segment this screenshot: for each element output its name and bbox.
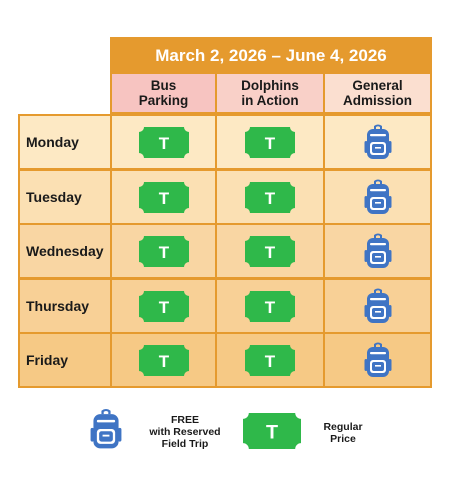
backpack-icon <box>364 341 392 379</box>
backpack-icon <box>364 287 392 325</box>
backpack-icon <box>364 232 392 270</box>
svg-text:T: T <box>158 297 169 317</box>
date-range-header: March 2, 2026 – June 4, 2026 <box>110 37 432 74</box>
day-label-tuesday: Tuesday <box>18 169 110 225</box>
day-label-monday: Monday <box>18 114 110 170</box>
svg-text:T: T <box>158 242 169 262</box>
svg-text:T: T <box>264 351 276 371</box>
day-label-thursday: Thursday <box>18 278 110 334</box>
column-header-general-admission: General Admission <box>323 74 432 114</box>
ticket-icon <box>139 291 189 322</box>
backpack-icon <box>364 123 392 161</box>
ticket-icon <box>245 236 295 267</box>
ticket-icon <box>139 236 189 267</box>
ticket-icon <box>139 127 189 158</box>
ticket-icon <box>245 127 295 158</box>
schedule-cell <box>110 332 217 388</box>
ticket-icon <box>245 345 295 376</box>
schedule-cell <box>215 278 325 334</box>
column-header-dolphins-in-action: Dolphins in Action <box>215 74 325 114</box>
svg-text:T: T <box>264 133 276 153</box>
ticket-icon <box>245 182 295 213</box>
day-label-friday: Friday <box>18 332 110 388</box>
svg-text:T: T <box>264 297 276 317</box>
schedule-cell <box>110 114 217 170</box>
schedule-cell <box>215 169 325 225</box>
schedule-cell <box>323 114 432 170</box>
schedule-cell <box>323 223 432 279</box>
schedule-cell <box>110 278 217 334</box>
backpack-icon <box>364 178 392 216</box>
schedule-cell <box>323 169 432 225</box>
column-header-bus-parking: Bus Parking <box>110 74 217 114</box>
schedule-cell <box>110 169 217 225</box>
schedule-cell <box>323 332 432 388</box>
day-label-wednesday: Wednesday <box>18 223 110 279</box>
svg-text:T: T <box>264 242 276 262</box>
svg-text:T: T <box>158 133 169 153</box>
legend-ticket-letter: T <box>265 421 279 444</box>
ticket-icon <box>139 345 189 376</box>
ticket-icon <box>139 182 189 213</box>
ticket-icon <box>245 291 295 322</box>
schedule-cell <box>215 223 325 279</box>
legend-free-text: FREE with Reserved Field Trip <box>149 414 221 450</box>
legend-ticket-icon <box>243 412 301 455</box>
schedule-cell <box>215 114 325 170</box>
svg-text:T: T <box>158 188 169 208</box>
svg-text:T: T <box>264 188 276 208</box>
schedule-cell <box>110 223 217 279</box>
svg-text:T: T <box>158 351 169 371</box>
schedule-cell <box>215 332 325 388</box>
schedule-cell <box>323 278 432 334</box>
legend-regular-price-text: Regular Price <box>323 421 363 445</box>
legend-backpack-icon <box>90 407 122 451</box>
